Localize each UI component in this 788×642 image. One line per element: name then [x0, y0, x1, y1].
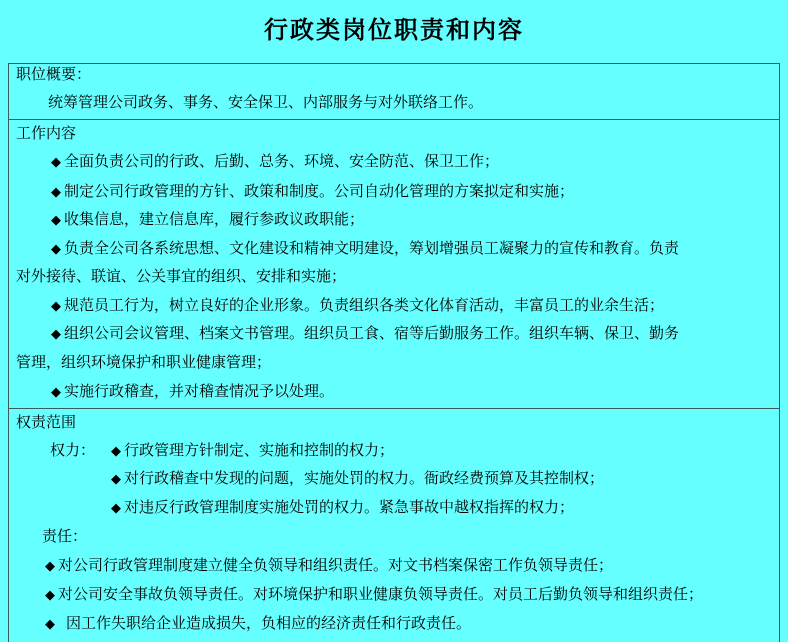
power-label: 权力： — [50, 441, 96, 459]
work-item: ◆ 实施行政稽查，并对稽查情况予以处理。 — [48, 381, 334, 403]
work-item: ◆ 组织公司会议管理、档案文书管理。组织员工食、宿等后勤服务工作。组织车辆、保卫、勤务 — [48, 323, 679, 345]
work-item-continuation: 对外接待、联谊、公关事宜的组织、安排和实施； — [16, 267, 347, 285]
duty-item: ◆ 因工作失职给企业造成损失，负相应的经济责任和行政责任。 — [42, 613, 471, 635]
diamond-bullet-icon: ◆ — [45, 588, 55, 603]
diamond-bullet-icon: ◆ — [111, 444, 121, 459]
work-item: ◆ 收集信息，建立信息库，履行参政议政职能； — [48, 209, 364, 231]
work-heading: 工作内容 — [16, 124, 77, 142]
overview-heading: 职位概要： — [16, 65, 92, 83]
diamond-bullet-icon: ◆ — [111, 501, 121, 516]
work-item-continuation: 管理，组织环境保护和职业健康管理； — [16, 353, 272, 371]
diamond-bullet-icon: ◆ — [51, 385, 61, 400]
work-item: ◆ 规范员工行为，树立良好的企业形象。负责组织各类文化体育活动，丰富员工的业余生活； — [48, 295, 664, 317]
authority-heading: 权责范围 — [16, 413, 77, 431]
work-item: ◆ 负责全公司各系统思想、文化建设和精神文明建设，筹划增强员工凝聚力的宣传和教育。负责 — [48, 238, 679, 260]
power-item: ◆ 行政管理方针制定、实施和控制的权力； — [108, 440, 394, 462]
diamond-bullet-icon: ◆ — [51, 327, 61, 342]
duty-item: ◆ 对公司安全事故负领导责任。对环境保护和职业健康负领导责任。对员工后勤负领导和组织责任； — [42, 584, 703, 606]
duty-item: ◆ 对公司行政管理制度建立健全负领导和组织责任。对文书档案保密工作负领导责任； — [42, 555, 613, 577]
diamond-bullet-icon: ◆ — [51, 213, 61, 228]
diamond-bullet-icon: ◆ — [45, 617, 55, 632]
diamond-bullet-icon: ◆ — [51, 185, 61, 200]
work-item: ◆ 全面负责公司的行政、后勤、总务、环境、安全防范、保卫工作； — [48, 151, 499, 173]
diamond-bullet-icon: ◆ — [45, 559, 55, 574]
diamond-bullet-icon: ◆ — [51, 155, 61, 170]
work-item: ◆ 制定公司行政管理的方针、政策和制度。公司自动化管理的方案拟定和实施； — [48, 181, 574, 203]
diamond-bullet-icon: ◆ — [51, 242, 61, 257]
power-item: ◆ 对违反行政管理制度实施处罚的权力。紧急事故中越权指挥的权力； — [108, 497, 574, 519]
section-divider — [8, 119, 780, 120]
diamond-bullet-icon: ◆ — [111, 472, 121, 487]
duty-label: 责任： — [42, 527, 88, 545]
diamond-bullet-icon: ◆ — [51, 299, 61, 314]
overview-text: 统筹管理公司政务、事务、安全保卫、内部服务与对外联络工作。 — [48, 93, 484, 111]
section-divider — [8, 408, 780, 409]
page-title: 行政类岗位职责和内容 — [264, 16, 524, 44]
power-item: ◆ 对行政稽查中发现的问题，实施处罚的权力。衙政经费预算及其控制权； — [108, 468, 604, 490]
